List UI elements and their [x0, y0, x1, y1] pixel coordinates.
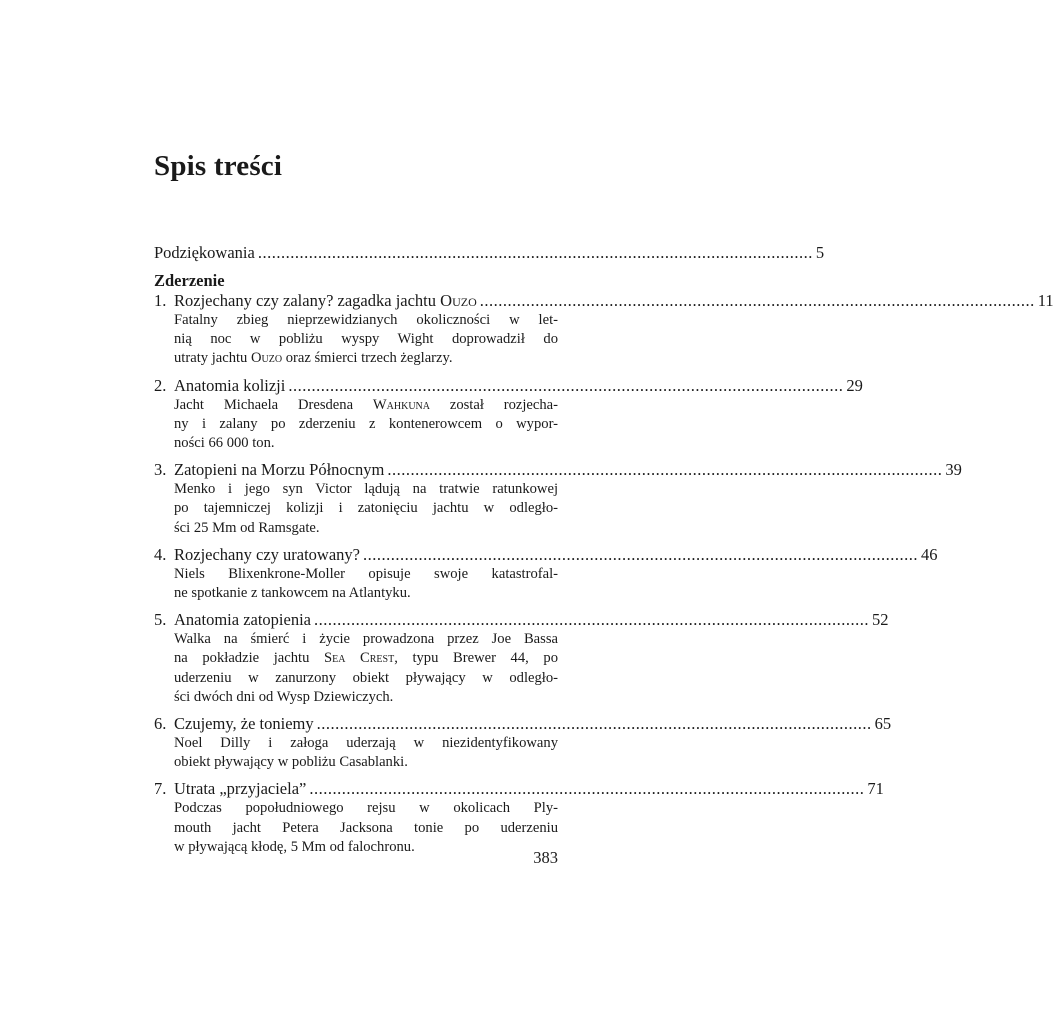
toc-row — [154, 291, 1054, 311]
table-of-contents — [154, 243, 1054, 864]
description-line: Walka na śmierć i życie prowadzona przez Joe Bassa — [174, 631, 558, 648]
chapter-description — [174, 630, 558, 707]
chapter-description — [174, 565, 558, 603]
page-number: 383 — [533, 848, 558, 867]
toc-page-number: 29 — [846, 375, 863, 395]
toc-page-number: 39 — [945, 460, 962, 480]
leader-dots: ........................................................................................................................ — [257, 243, 813, 262]
vessel-name: Sea Crest — [323, 650, 395, 667]
toc-entry-title: Podziękowania — [154, 243, 255, 262]
description-line: Jacht Michaela Dresdena Wahkuna został rozjecha- — [174, 396, 558, 413]
chapter-title: Zatopieni na Morzu Północnym — [174, 460, 385, 480]
toc-entry-title — [154, 291, 477, 311]
toc-page-number: 65 — [874, 714, 892, 734]
description-line: Noel Dilly i załoga uderzają w niezidentyfikowany — [174, 735, 558, 752]
leader-dots: ........................................................................................................................ — [387, 460, 943, 480]
chapter-description — [174, 311, 558, 369]
toc-row — [154, 375, 863, 396]
description-line: obiekt pływający w pobliżu Casablanki. — [174, 754, 408, 771]
toc-entry-title — [154, 545, 360, 565]
toc-row — [154, 714, 892, 734]
chapter-number: 4. — [154, 544, 167, 564]
chapter-title: Anatomia kolizji — [174, 375, 286, 395]
toc-entry — [154, 714, 892, 772]
description-line: nią noc w pobliżu wyspy Wight doprowadził do — [174, 331, 558, 348]
leader-dots: ........................................................................................................................ — [309, 779, 865, 799]
toc-entry-title — [154, 376, 285, 396]
chapter-number: 2. — [154, 375, 167, 395]
description-line: po tajemniczej kolizji i zatonięciu jachtu w odległo- — [174, 500, 558, 517]
toc-row — [154, 460, 962, 480]
toc-entry-title — [154, 460, 384, 480]
vessel-name: Wahkuna — [372, 396, 430, 413]
chapter-description — [174, 799, 558, 857]
description-line: ne spotkanie z tankowcem na Atlantyku. — [174, 585, 411, 602]
toc-entry — [154, 291, 1054, 369]
description-line: Podczas popołudniowego rejsu w okolicach Ply- — [174, 800, 558, 817]
toc-entry — [154, 460, 962, 538]
toc-entry-title — [154, 610, 311, 630]
description-line: ny i zalany po zderzeniu z kontenerowcem o wypor- — [174, 415, 558, 432]
toc-entry — [154, 375, 863, 454]
leader-dots: ........................................................................................................................ — [316, 714, 872, 734]
vessel-name: Ouzo — [440, 291, 477, 310]
chapter-title: Rozjechany czy uratowany? — [174, 544, 360, 564]
vessel-name: Ouzo — [251, 350, 283, 367]
chapter-description — [174, 396, 558, 454]
toc-page-number: 11 — [1037, 291, 1054, 310]
chapter-number: 1. — [154, 291, 167, 310]
description-line: ści 25 Mm od Ramsgate. — [174, 519, 320, 536]
toc-entry-title — [154, 779, 306, 799]
description-line: utraty jachtu Ouzo oraz śmierci trzech żeglarzy. — [174, 350, 453, 367]
leader-dots: ........................................................................................................................ — [479, 291, 1035, 310]
chapter-title: Czujemy, że toniemy — [174, 714, 314, 734]
toc-row — [154, 779, 884, 799]
chapter-number: 3. — [154, 460, 167, 480]
description-line: Menko i jego syn Victor lądują na tratwie ratunkowej — [174, 481, 558, 498]
toc-page-number: 71 — [867, 779, 884, 799]
toc-page-number: 52 — [872, 610, 889, 630]
toc-entry-title — [154, 714, 314, 734]
leader-dots: ........................................................................................................................ — [314, 610, 869, 630]
chapter-number: 6. — [154, 714, 167, 734]
toc-row — [154, 610, 889, 630]
description-line: mouth jacht Petera Jacksona tonie po uderzeniu — [174, 819, 558, 836]
description-line: ści dwóch dni od Wysp Dziewiczych. — [174, 688, 394, 705]
chapter-title: Utrata „przyjaciela” — [174, 779, 307, 799]
toc-page-number: 5 — [815, 243, 825, 262]
chapter-number: 5. — [154, 610, 167, 630]
toc-row — [154, 544, 938, 565]
description-line: uderzeniu w zanurzony obiekt pływający w odległo- — [174, 669, 558, 686]
toc-entry — [154, 610, 889, 707]
toc-row-acknowledgements — [154, 243, 825, 263]
chapter-description — [174, 480, 558, 538]
page-title: Spis treści — [154, 150, 283, 182]
toc-entry — [154, 779, 884, 857]
description-line: ności 66 000 ton. — [174, 435, 275, 452]
chapter-number: 7. — [154, 779, 167, 799]
chapter-title: Anatomia zatopienia — [174, 610, 311, 630]
toc-entries — [154, 291, 1054, 857]
toc-page-number: 46 — [921, 544, 938, 564]
leader-dots: ........................................................................................................................ — [288, 375, 844, 395]
chapter-description — [174, 734, 558, 772]
description-line: Niels Blixenkrone-Moller opisuje swoje katastrofal- — [174, 565, 558, 582]
section-heading: Zderzenie — [154, 271, 225, 290]
chapter-title: Rozjechany czy zalany? zagadka jachtu Ouzo — [174, 291, 477, 310]
description-line: w pływającą kłodę, 5 Mm od falochronu. — [174, 838, 415, 855]
leader-dots: ........................................................................................................................ — [363, 544, 918, 564]
description-line: Fatalny zbieg nieprzewidzianych okoliczności w let- — [174, 312, 558, 328]
description-line: na pokładzie jachtu Sea Crest, typu Brewer 44, po — [174, 650, 558, 667]
toc-entry — [154, 544, 938, 603]
